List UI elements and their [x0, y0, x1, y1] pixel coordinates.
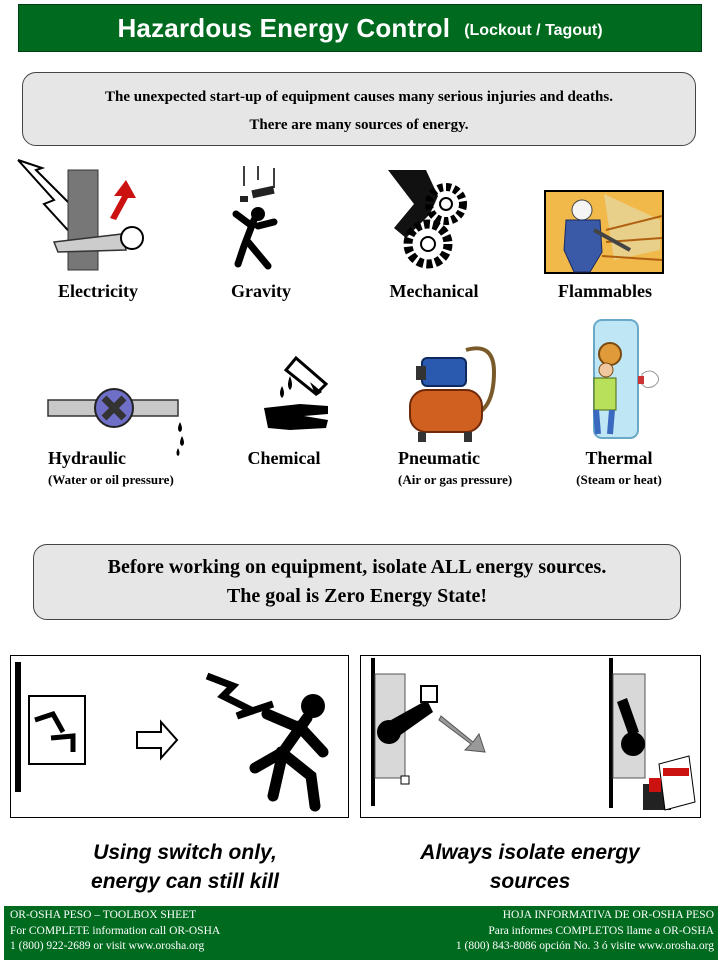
caption-isolate: Always isolate energy sources	[420, 841, 640, 893]
sub-pneumatic: (Air or gas pressure)	[398, 472, 513, 487]
label-flammables: Flammables	[558, 281, 652, 301]
gravity-icon	[222, 162, 302, 272]
intro-box	[22, 72, 696, 146]
caption-switch-only: Using switch only, energy can still kill	[91, 841, 279, 893]
page-subtitle: (Lockout / Tagout)	[464, 22, 603, 39]
page-footer	[4, 906, 718, 960]
intro-line-2: There are many sources of energy.	[249, 117, 469, 133]
intro-line-1: The unexpected start-up of equipment causes many serious injuries and deaths.	[105, 89, 613, 105]
label-chemical: Chemical	[247, 448, 321, 468]
switch-electrocution-icon	[11, 656, 348, 817]
pneumatic-compressor-icon	[406, 342, 498, 444]
mechanical-gears-icon	[386, 168, 472, 272]
footer-spanish: HOJA INFORMATIVA DE OR-OSHA PESO Para informes COMPLETOS llame a OR-OSHA 1 (800) 843-8086 opción No. 3 ó visite www.orosha.org	[455, 909, 714, 952]
goal-line-2: The goal is Zero Energy State!	[226, 585, 488, 607]
hydraulic-pipe-icon	[46, 382, 192, 458]
goal-line-1: Before working on equipment, isolate ALL energy sources.	[107, 556, 607, 578]
sub-hydraulic: (Water or oil pressure)	[48, 472, 174, 487]
label-gravity: Gravity	[231, 281, 291, 301]
thermal-steam-icon	[586, 318, 662, 440]
lockout-panel	[360, 655, 701, 818]
label-hydraulic: Hydraulic	[48, 448, 127, 468]
chemical-test-tube-icon	[260, 352, 334, 436]
page-header	[18, 4, 702, 52]
sub-thermal: (Steam or heat)	[576, 472, 662, 487]
page-title: Hazardous Energy Control	[117, 12, 451, 43]
label-electricity: Electricity	[58, 281, 138, 301]
label-pneumatic: Pneumatic	[398, 448, 480, 468]
label-mechanical: Mechanical	[389, 281, 479, 301]
label-thermal: Thermal	[585, 448, 653, 468]
switch-only-panel	[10, 655, 349, 818]
goal-box	[33, 544, 681, 620]
lockout-tagout-icon	[361, 656, 700, 817]
flammables-welder-icon	[544, 190, 664, 274]
electricity-icon	[14, 156, 154, 274]
footer-english: OR-OSHA PESO – TOOLBOX SHEET For COMPLETE information call OR-OSHA 1 (800) 922-2689 or visit www.orosha.org	[10, 909, 221, 952]
